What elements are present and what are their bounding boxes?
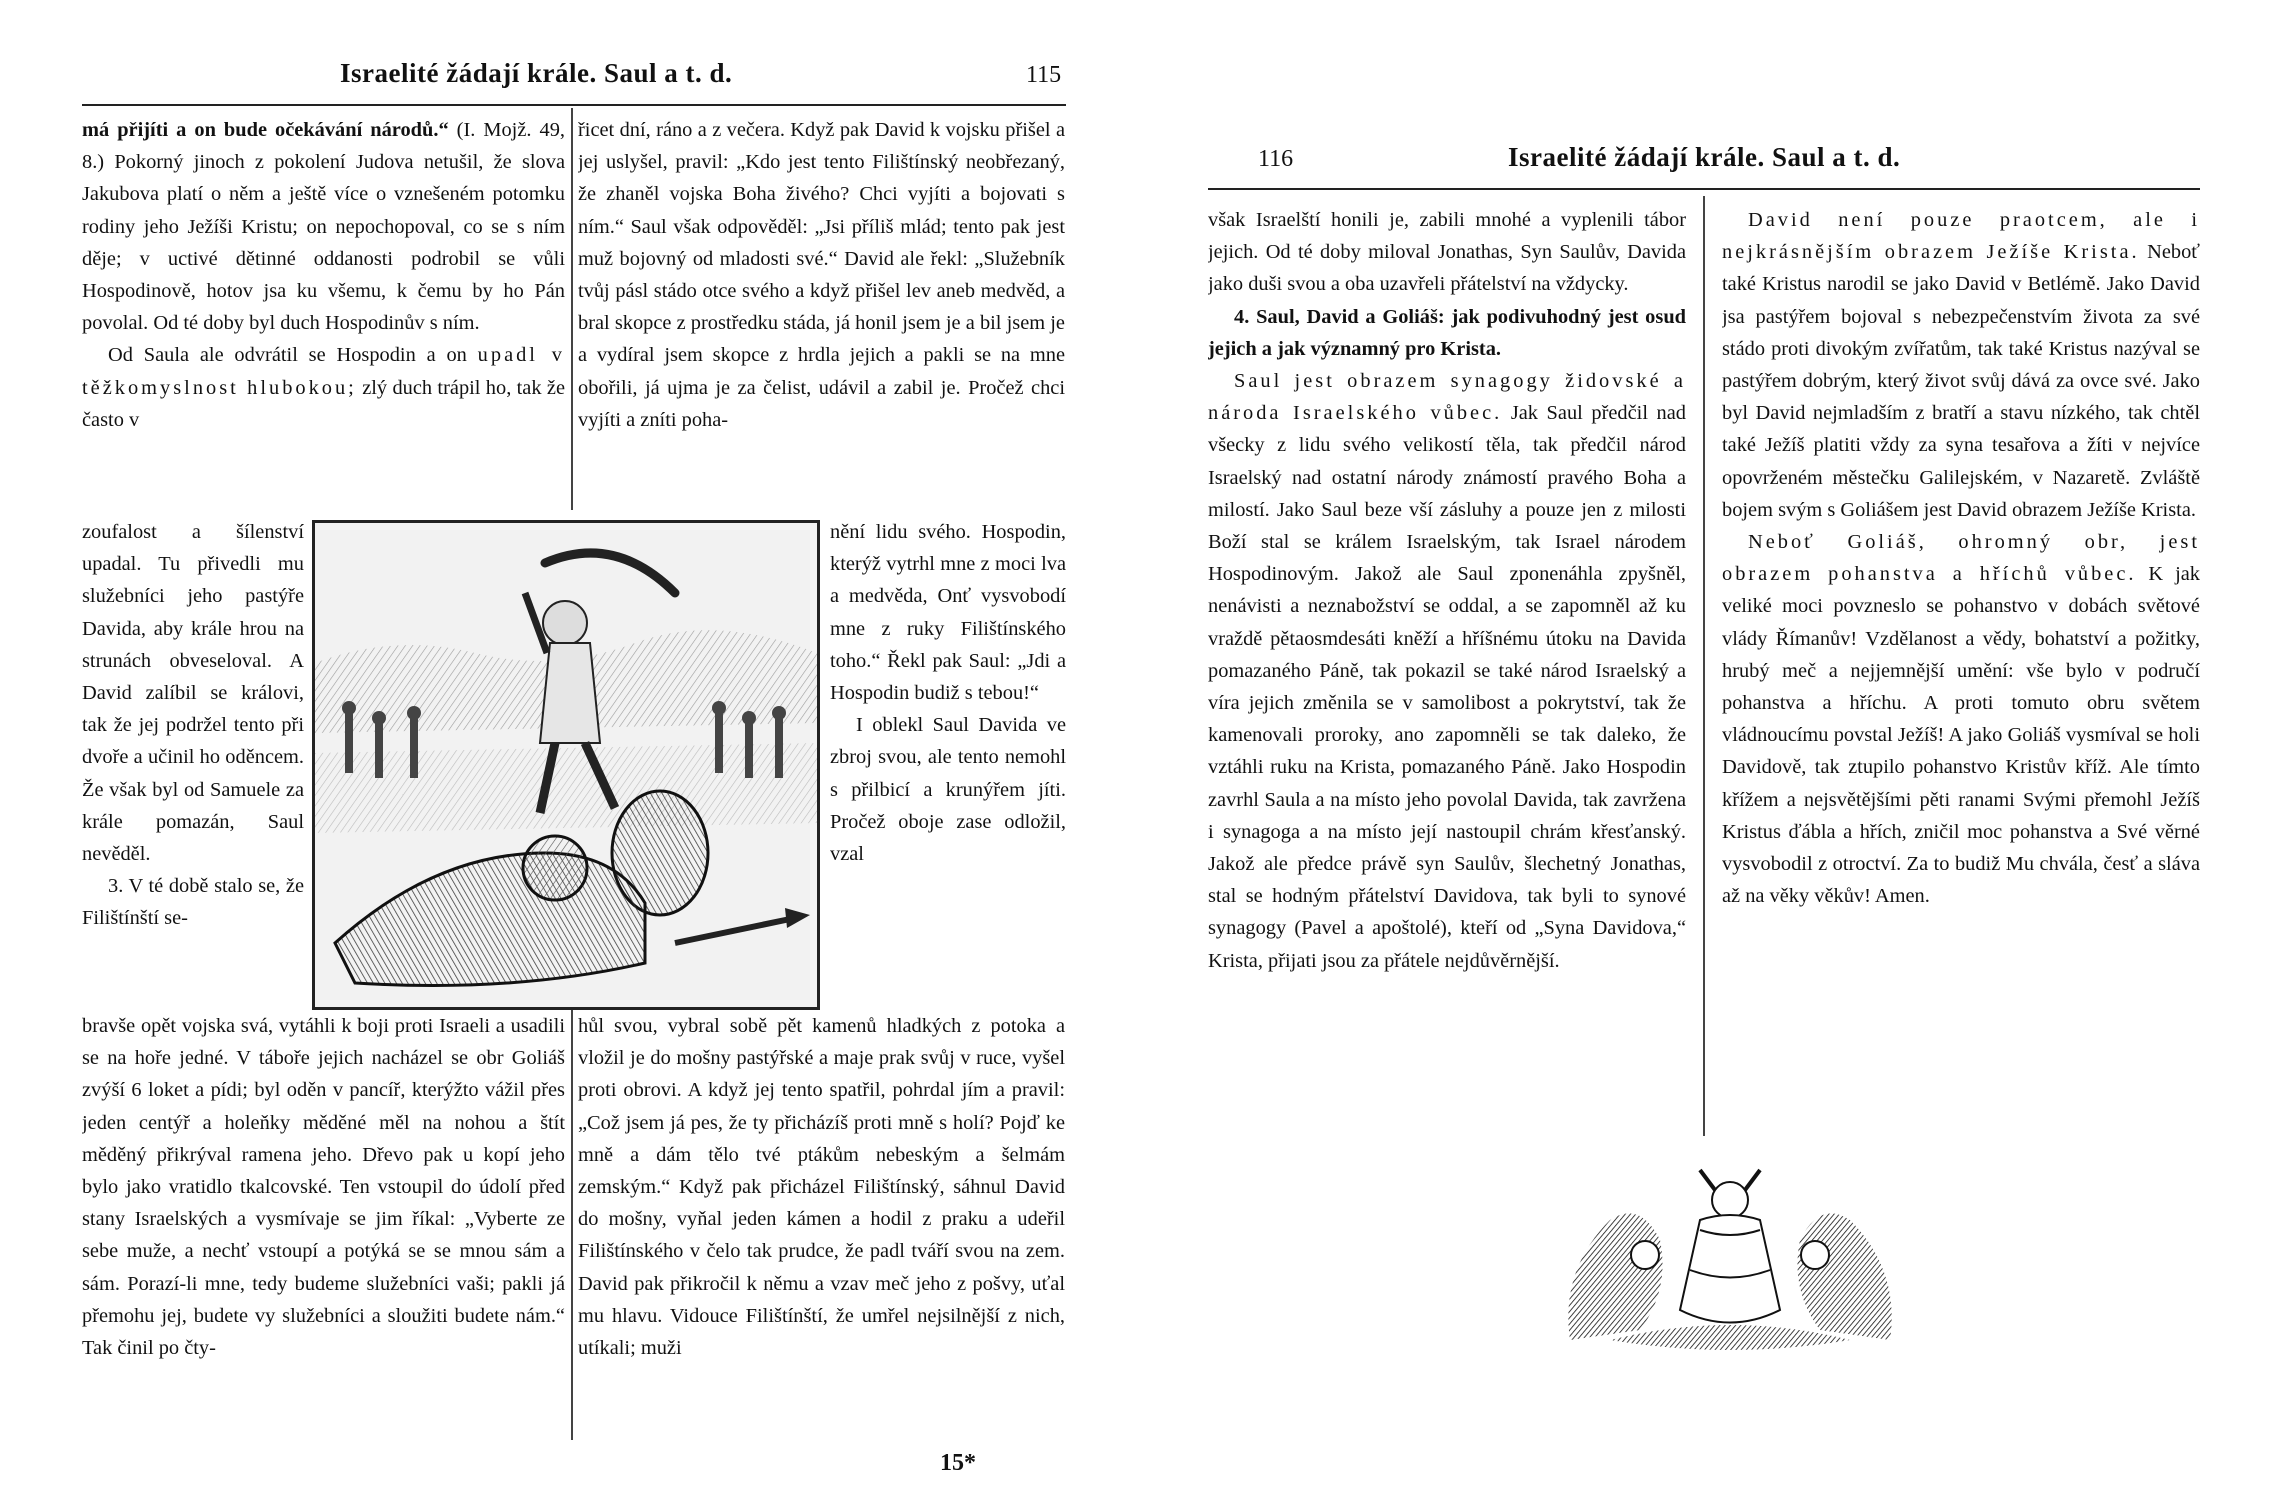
paragraph-text: K jak veliké moci povzneslo se pohanstvo v dobách světové vlády Římanův! Vzdělanost a vědy, bohatství a požitky, hrubý meč a nejjemnější umění: vše bylo v područí pohanstva a hříchu. A proti tomuto obru světem vládnoucímu povstal Ježíš! A jako Goliáš vysmíval se holi Davidově, tak ztupilo pohanstvo Kristův kříž. Ale tímto křížem a nejsvětějšími pěti ranami Svými přemohl Ježíš Kristus ďábla a hřích, zničil moc pohanstva a Své věrné vysvobodil z otroctví. Za to budiž Mu chvála, česť a sláva až na věky věkův! Amen. xyxy=(1722,563,2200,908)
spaced-phrase: Neboť Goliáš, ohromný obr, jest obrazem pohanstva a hříchů vůbec. xyxy=(1722,531,2200,586)
page-number-right: 116 xyxy=(1258,146,1294,172)
paragraph-text: I oblekl Saul Davida ve zbroj svou, ale tento nemohl s přilbicí a krunýřem jíti. Pročež oboje zase odložil, vzal xyxy=(830,714,1066,866)
paragraph-text: 3. V té době stalo se, že Filištínští se- xyxy=(82,875,304,930)
column-divider-left xyxy=(571,108,573,510)
wrap-column-right xyxy=(830,516,1066,1006)
left-column-bottom xyxy=(82,1010,565,1440)
column-divider-left-bottom xyxy=(571,1010,573,1440)
paragraph-text: nění lidu svého. Hospodin, kterýž vytrhl mne z moci lva a medvěda, Onť vysvobodí mne z ruky Filištínského toho.“ Řekl pak Saul: „Jdi a Hospodin budiž s tebou!“ xyxy=(830,521,1066,705)
wrap-column-left xyxy=(82,516,304,1006)
bold-phrase: má přijíti a on bude očekávání národů.“ xyxy=(82,119,449,141)
spaced-phrase: David není pouze praotcem, ale i nejkrásnějším obrazem Ježíše Krista. xyxy=(1722,209,2200,264)
right-page-column-right xyxy=(1722,204,2200,1128)
right-page xyxy=(1140,0,2278,1500)
spaced-phrase: upadl v těžkomyslnost hlubokou; xyxy=(82,344,565,399)
paragraph-text: řicet dní, ráno a z večera. Když pak David k vojsku přišel a jej uslyšel, pravil: „Kdo jest tento Filištínský neobřezaný, že zhaněl vojska Boha živého? Chci vyjíti a bojovati s ním.“ Saul však odpověděl: „Jsi příliš mlád; tento pak jest muž bojovný od mladosti své.“ David ale řekl: „Služebník tvůj pásl stádo otce svého a když přišel lev aneb medvěd, a bral skopce z prostředku stáda, já honil jsem je a bil jsem je a vydíral jsem skopce z hrdla jejich a pakli se na mne obořili, já ujma je za čelist, udávil a zabil je. Pročež chci vyjíti a zníti poha- xyxy=(578,119,1065,431)
angels-ornament xyxy=(1550,1160,1910,1360)
running-head-left: Israelité žádají krále. Saul a t. d. xyxy=(340,58,733,88)
spaced-phrase: Saul jest obrazem synagogy židovské a národa Israelského vůbec. xyxy=(1208,370,1686,425)
right-column-top xyxy=(578,114,1065,502)
page-number-left: 115 xyxy=(1026,62,1062,88)
signature-mark: 15* xyxy=(940,1450,976,1476)
paragraph-text: hůl svou, vybral sobě pět kamenů hladkých z potoka a vložil je do mošny pastýřské a maje prak svůj v ruce, vyšel proti obrovi. A když jej tento spatřil, pohrdal jím a pravil: „Což jsem já pes, že ty přicházíš proti mně s holí? Pojď ke mně a dám tělo tvé ptákům nebeským a šelmám zemským.“ Když pak přicházel Filištínský, sáhnul David do mošny, vyňal jeden kámen a hodil z praku a udeřil Filištínského v čelo tak prudce, že padl tváří svou na zem. David pak přikročil k němu a vzav meč jeho z pošvy, uťal mu hlavu. Vidouce Filištínští, že umřel nejsilnější z nich, utíkali; muži xyxy=(578,1015,1065,1360)
paragraph-text: Od Saula ale odvrátil se Hospodin a on xyxy=(108,344,478,367)
paragraph-text: Jak Saul předčil nad všecky z lidu svého velikostí těla, tak předčil národ Israelský nad ostatní národy známostí pravého Boha a milostí. Jako Saul beze vší zásluhy a pouze jen z milosti Boží stal se králem Israelským, tak Israel národem Hospodinovým. Jakož ale Saul zponenáhla zpyšněl, nenávisti a neznabožství se oddal, a se zapomněl až ku vraždě pětaosmdesáti kněží a hříšnému útoku na Davida pomazaného Páně, tak pokazil se také národ Israelský a víra jejich změnila se v samolibost a pokrytství, tak že kamenovali proroky, ano zapomněli se tak daleko, že vztáhli ruku na Krista, pomazaného Páně. Jako Hospodin zavrhl Saula a na místo jeho povolal Davida, tak zavržena i synagoga a na místo její nastoupil chrám křesťanský. Jakož ale předce právě syn Saulův, šlechetný Jonathas, stal se hodným přátelství Davidova, tak byli to synové synagogy (Pavel a apoštolé), kteří od „Syna Davidova,“ Krista, přijati jsou za přátele nejdůvěrnější. xyxy=(1208,402,1686,972)
header-rule-left xyxy=(82,104,1066,106)
section-heading: 4. Saul, David a Goliáš: jak podivuhodný jest osud jejich a jak významný pro Krista. xyxy=(1208,305,1686,360)
paragraph-text: bravše opět vojska svá, vytáhli k boji proti Israeli a usadili se na hoře jedné. V táboře jejich nacházel se obr Goliáš zvýší 6 loket a pídi; byl oděn v pancíř, kterýžto vážil přes jeden centýř a holeňky měděné měl na nohou a štít měděný přikrýval ramena jeho. Dřevo pak u kopí jeho bylo jako vratidlo tkalcovské. Ten vstoupil do údolí před stany Israelských a vysmívaje se jim říkal: „Vyberte ze sebe muže, a nechť vstoupí a potýká se se mnou sám a sám. Porazí-li mne, tedy budeme služebníci vaši; pakli já přemohu jej, budete vy služebníci a sloužiti budete nám.“ Tak činil po čty- xyxy=(82,1015,565,1360)
paragraph-text: zlý duch trápil ho, tak že často v xyxy=(82,376,565,431)
paragraph-text: Neboť také Kristus narodil se jako David v Betlémě. Jako David jsa pastýřem bojoval s nebezpečenstvím života za své stádo proti divokým zvířatům, tak také Kristus nazýval se pastýřem dobrým, který život svůj dává za ovce své. Jako byl David nejmladším z bratří a stavu nízkého, tak chtěl také Ježíš platiti vždy za syna tesařova a žíti v nejvíce opovrženém městečku Galilejském, v Nazaretě. Zvláště bojem svým s Goliášem jest David obrazem Ježíše Krista. xyxy=(1722,241,2200,521)
column-divider-right xyxy=(1703,196,1705,1136)
right-page-column-left xyxy=(1208,204,1686,1128)
running-head-right: Israelité žádají krále. Saul a t. d. xyxy=(1508,142,1901,172)
right-column-bottom xyxy=(578,1010,1065,1440)
paragraph-text: však Israelští honili je, zabili mnohé a vyplenili tábor jejich. Od té doby miloval Jonathas, Syn Saulův, Davida jako duši svou a oba uzavřeli přátelství na vždycky. xyxy=(1208,209,1686,296)
paragraph-text: (I. Mojž. 49, 8.) Pokorný jinoch z pokolení Judova netušil, že slova Jakubova platí o něm a ještě více o vznešeném potomku rodiny jeho Ježíši Kristu; on nepochopoval, co se s ním děje; v uctivé dětinné oddanosti podrobil se vůli Hospodinově, hotov jsa ku všemu, k čemu by ho Pán povolal. Od té doby byl duch Hospodinův s ním. xyxy=(82,119,565,335)
left-column-top xyxy=(82,114,565,502)
david-goliath-illustration xyxy=(312,520,820,1010)
header-rule-right xyxy=(1208,188,2200,190)
paragraph-text: zoufalost a šílenství upadal. Tu přivedli mu služebníci jeho pastýře Davida, aby krále hrou na strunách obveseloval. A David zalíbil se královi, tak že jej podržel tento při dvoře a učinil ho oděncem. Že však byl od Samuele za krále pomazán, Saul nevěděl. xyxy=(82,521,304,866)
